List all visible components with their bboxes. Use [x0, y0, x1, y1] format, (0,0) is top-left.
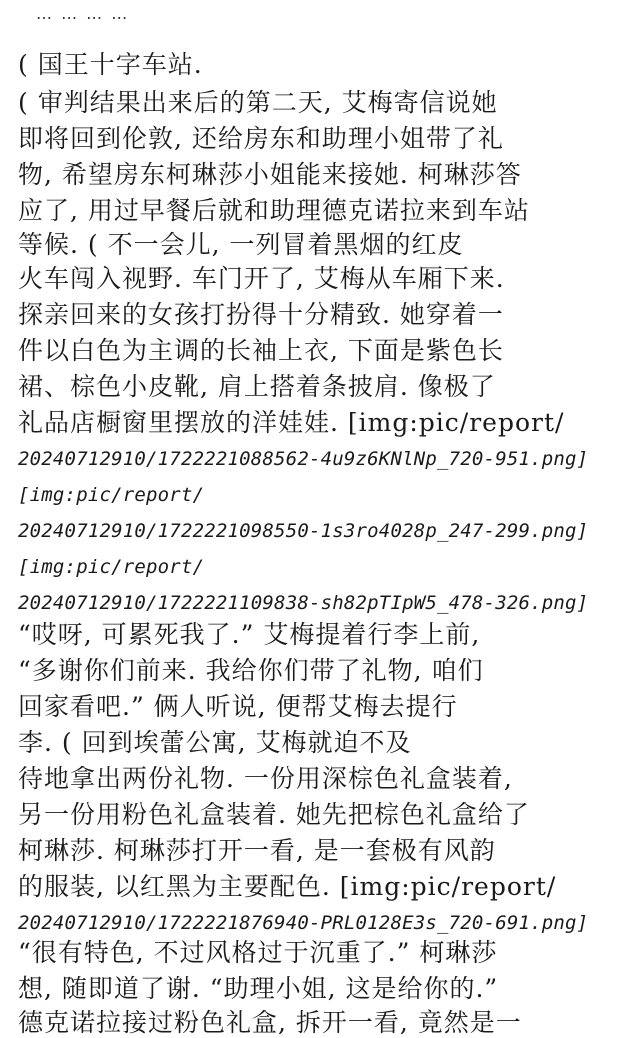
image-reference-line: 20240712910/1722221088562-4u9z6KNlNp_720-951.png]: [18, 448, 589, 470]
image-reference-line: 20240712910/1722221876940-PRL0128E3s_720-691.png]: [18, 912, 589, 934]
header-ellipsis: … … … …: [36, 4, 130, 23]
image-reference-line: [img:pic/report/: [18, 556, 205, 578]
text-line: “很有特色, 不过风格过于沉重了.” 柯琳莎: [18, 938, 498, 967]
text-line: 物, 希望房东柯琳莎小姐能来接她. 柯琳莎答: [18, 160, 522, 189]
text-line: 探亲回来的女孩打扮得十分精致. 她穿着一: [18, 300, 504, 329]
text-line: 回家看吧.” 俩人听说, 便帮艾梅去提行: [18, 692, 458, 721]
text-line: 即将回到伦敦, 还给房东和助理小姐带了礼: [18, 124, 504, 153]
text-line: 裙、棕色小皮靴, 肩上搭着条披肩. 像极了: [18, 372, 496, 401]
text-line: 想, 随即道了谢. “助理小姐, 这是给你的.”: [18, 974, 499, 1003]
text-line: 待地拿出两份礼物. 一份用深棕色礼盒装着,: [18, 764, 513, 793]
text-line: 柯琳莎. 柯琳莎打开一看, 是一套极有风韵: [18, 836, 496, 865]
text-line: 的服装, 以红黑为主要配色. [img:pic/report/: [18, 872, 557, 901]
text-line: ( 审判结果出来后的第二天, 艾梅寄信说她: [18, 88, 498, 117]
text-line: 火车闯入视野. 车门开了, 艾梅从车厢下来.: [18, 264, 505, 293]
text-line: 件以白色为主调的长袖上衣, 下面是紫色长: [18, 336, 504, 365]
image-reference-line: 20240712910/1722221098550-1s3ro4028p_247-299.png]: [18, 520, 589, 542]
text-line: 德克诺拉接过粉色礼盒, 拆开一看, 竟然是一: [18, 1008, 522, 1037]
text-line: 等候. ( 不一会儿, 一列冒着黑烟的红皮: [18, 230, 464, 259]
text-line: “哎呀, 可累死我了.” 艾梅提着行李上前,: [18, 620, 481, 649]
text-line: “多谢你们前来. 我给你们带了礼物, 咱们: [18, 656, 484, 685]
image-reference-line: [img:pic/report/: [18, 484, 205, 506]
text-line: 应了, 用过早餐后就和助理德克诺拉来到车站: [18, 196, 530, 225]
text-line: 另一份用粉色礼盒装着. 她先把棕色礼盒给了: [18, 800, 530, 829]
text-line: 礼品店橱窗里摆放的洋娃娃. [img:pic/report/: [18, 408, 565, 437]
image-reference-line: 20240712910/1722221109838-sh82pTIpW5_478-326.png]: [18, 592, 589, 614]
text-line: ( 国王十字车站.: [18, 50, 203, 79]
text-line: 李. ( 回到埃蕾公寓, 艾梅就迫不及: [18, 728, 412, 757]
